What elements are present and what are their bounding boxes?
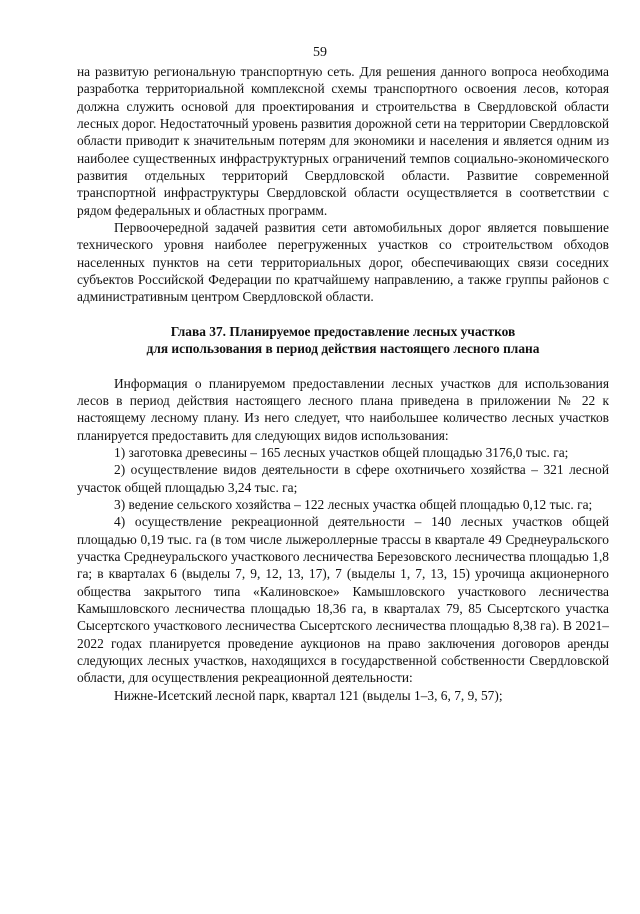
list-item-park: Нижне-Исетский лесной парк, квартал 121 (выделы 1–3, 6, 7, 9, 57);: [114, 687, 503, 703]
paragraph-intro: Информация о планируемом предоставлении лесных участков для использования лесов в период действия настоящего лесного плана приведена в приложении № 22 к настоящему лесному плану. Из него следует, что наибольшее количество лесных участков планируется предоставить для следующих видов использования:: [77, 375, 609, 443]
list-item-hunting: 2) осуществление видов деятельности в сфере охотничьего хозяйства – 321 лесной участок общей площадью 3,24 тыс. га;: [77, 462, 609, 495]
document-body: [77, 63, 609, 704]
list-item-timber: 1) заготовка древесины – 165 лесных участков общей площадью 3176,0 тыс. га;: [114, 444, 569, 460]
spacer: [77, 306, 609, 323]
page-number: 59: [313, 45, 327, 60]
chapter-title: [77, 323, 609, 358]
list-item-recreation: 4) осуществление рекреационной деятельности – 140 лесных участков общей площадью 0,19 тыс. га (в том числе лыжероллерные трассы в квартале 49 Среднеуральского участка Среднеуральского участкового лесничества Березовского лесничества площадью 1,8 га; в кварталах 6 (выделы 7, 9, 12, 13, 17), 7 (выделы 1, 7, 13, 15) урочища акционерного общества закрытого типа «Калиновское» Камышловского участкового лесничества Камышловского лесничества площадью 18,36 га, в кварталах 79, 85 Сысертского участка Сысертского участкового лесничества Сысертского лесничества площадью 8,38 га). В 2021–2022 годах планируется проведение аукционов на право заключения договоров аренды следующих лесных участков, находящихся в государственной собственности Свердловской области, для осуществления рекреационной деятельности:: [77, 514, 609, 686]
list-item-agriculture: 3) ведение сельского хозяйства – 122 лесных участка общей площадью 0,12 тыс. га;: [114, 496, 593, 512]
paragraph-road-priority: Первоочередной задачей развития сети автомобильных дорог является повышение технического уровня наиболее перегруженных участков со строительством обходов населенных пунктов на сети территориальных дорог, обеспечивающих связи соседних субъектов Российской Федерации по кратчайшему направлению, а также группы районов с административным центром Свердловской области.: [77, 220, 609, 305]
chapter-title-line-1: Глава 37. Планируемое предоставление лесных участков: [170, 323, 516, 339]
paragraph-transport-network: на развитую региональную транспортную сеть. Для решения данного вопроса необходима разработка территориальной комплексной схемы транспортного освоения лесов, которая должна служить основой для проектирования и строительства в Свердловской области лесных дорог. Недостаточный уровень развития дорожной сети на территории Свердловской области приводит к значительным потерям для экономики и населения и является одним из наиболее существенных инфраструктурных ограничений темпов социально-экономического развития отдельных территорий Свердловской области. Развитие современной транспортной инфраструктуры Свердловской области осуществляется в соответствии с рядом федеральных и областных программ.: [77, 64, 609, 218]
spacer: [77, 358, 609, 375]
chapter-title-line-2: для использования в период действия настоящего лесного плана: [146, 341, 540, 357]
